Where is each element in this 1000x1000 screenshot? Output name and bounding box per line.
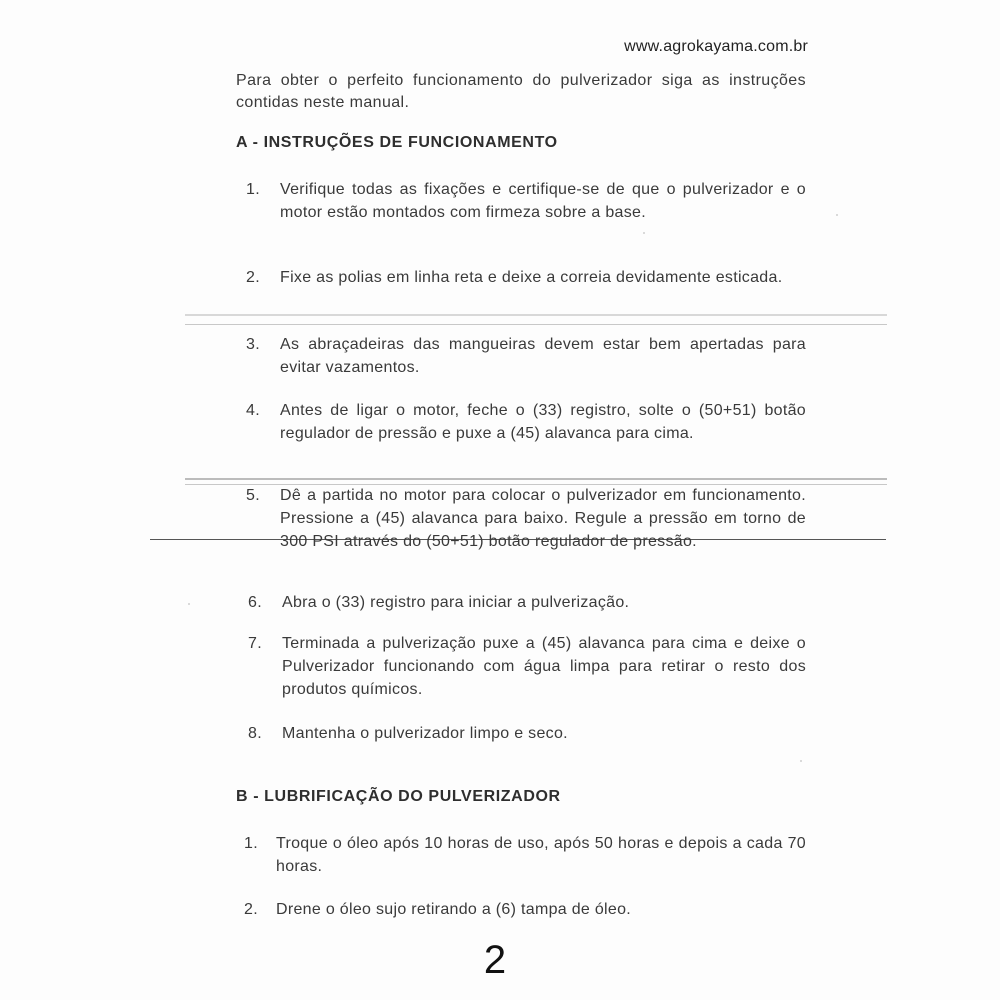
list-item (244, 898, 806, 921)
list-item (248, 722, 808, 745)
scan-speck (836, 214, 838, 216)
item-number: 6. (248, 594, 262, 611)
item-text: Troque o óleo após 10 horas de uso, após 50 horas e depois a cada 70 horas. (276, 835, 806, 875)
scan-line (185, 324, 887, 325)
item-number: 2. (246, 269, 260, 286)
item-text: Dê a partida no motor para colocar o pulverizador em funcionamento. Pressione a (45) alavanca para baixo. Regule a pressão em torno de 300 PSI através do (50+51) botão regulador de pressão. (280, 487, 806, 550)
item-text: Terminada a pulverização puxe a (45) alavanca para cima e deixe o Pulverizador funcionando com água limpa para retirar o resto dos produtos químicos. (282, 635, 806, 698)
scan-speck (643, 232, 645, 234)
section-b-title: B - LUBRIFICAÇÃO DO PULVERIZADOR (236, 788, 561, 805)
item-number: 5. (246, 487, 260, 504)
list-item (246, 484, 806, 553)
scan-line (185, 314, 887, 316)
list-item (246, 333, 806, 379)
section-a-title: A - INSTRUÇÕES DE FUNCIONAMENTO (236, 134, 558, 151)
item-text: Drene o óleo sujo retirando a (6) tampa de óleo. (276, 901, 632, 918)
website-url: www.agrokayama.com.br (624, 38, 808, 55)
item-number: 7. (248, 635, 262, 652)
page-number: 2 (483, 938, 507, 982)
item-number: 1. (244, 835, 258, 852)
item-number: 2. (244, 901, 258, 918)
item-text: Abra o (33) registro para iniciar a pulverização. (282, 594, 630, 611)
list-item (246, 266, 806, 289)
item-text: Antes de ligar o motor, feche o (33) registro, solte o (50+51) botão regulador de pressão e puxe a (45) alavanca para cima. (280, 402, 806, 442)
list-item (246, 178, 806, 224)
intro-paragraph: Para obter o perfeito funcionamento do pulverizador siga as instruções contidas neste manual. (236, 72, 806, 111)
item-text: As abraçadeiras das mangueiras devem estar bem apertadas para evitar vazamentos. (280, 336, 806, 376)
list-item (248, 591, 808, 614)
scan-speck (188, 603, 190, 605)
item-number: 8. (248, 725, 262, 742)
scan-line (185, 478, 887, 480)
list-item (246, 399, 806, 445)
item-text: Verifique todas as fixações e certifique-se de que o pulverizador e o motor estão montados com firmeza sobre a base. (280, 181, 806, 221)
item-text: Fixe as polias em linha reta e deixe a correia devidamente esticada. (280, 269, 783, 286)
item-number: 4. (246, 402, 260, 419)
item-number: 1. (246, 181, 260, 198)
list-item (244, 832, 806, 878)
item-number: 3. (246, 336, 260, 353)
list-item (248, 632, 806, 701)
scan-speck (800, 760, 802, 762)
item-text: Mantenha o pulverizador limpo e seco. (282, 725, 568, 742)
